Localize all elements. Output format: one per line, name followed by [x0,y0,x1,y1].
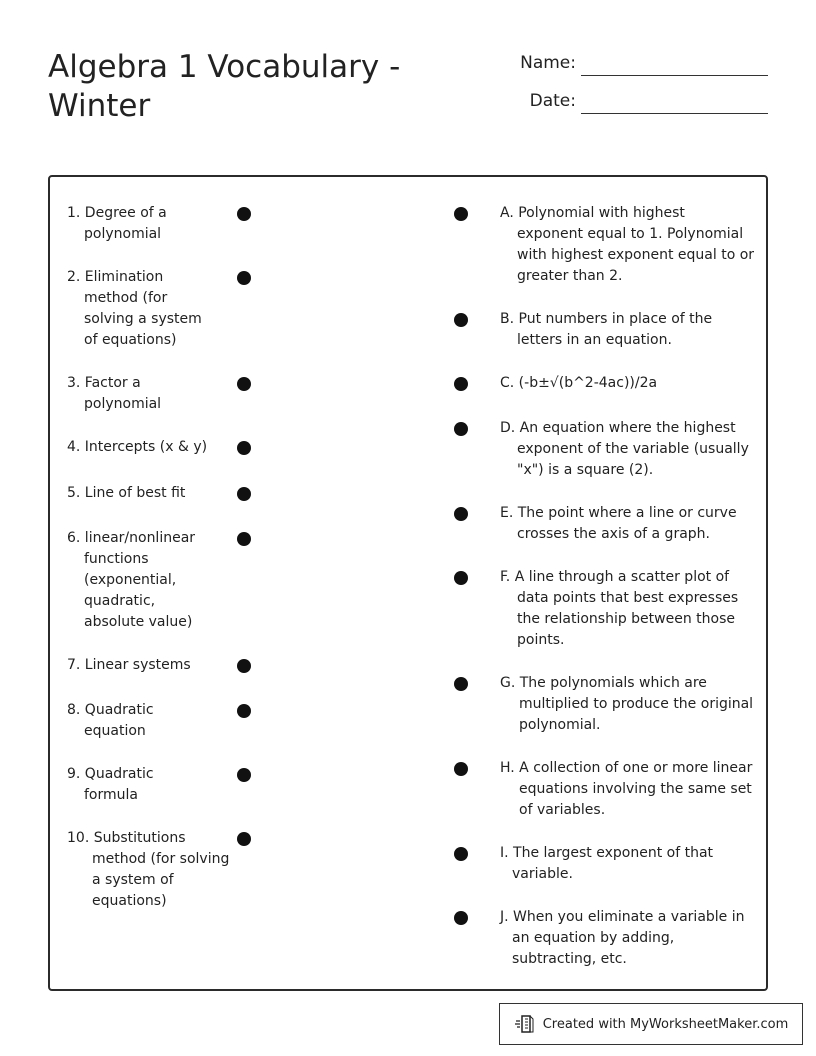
definition-item [500,567,755,651]
term-item [67,437,217,458]
term-match-dot[interactable] [237,532,251,546]
definition-item [500,309,755,351]
definition-match-dot[interactable] [454,422,468,436]
term-item [67,267,217,351]
definition-match-dot[interactable] [454,677,468,691]
term-text: 2. Elimination method (for solving a system of equations) [67,269,202,348]
definition-item [500,203,755,287]
name-field[interactable] [480,50,770,80]
term-match-dot[interactable] [237,832,251,846]
term-text: 5. Line of best fit [67,485,186,501]
definition-item [500,673,755,736]
date-line[interactable] [581,113,768,114]
definition-text: J. When you eliminate a variable in an equation by adding, subtracting, etc. [500,909,745,967]
term-match-dot[interactable] [237,271,251,285]
term-text: 7. Linear systems [67,657,191,673]
term-item [67,483,217,504]
definition-text: C. (-b±√(b^2-4ac))/2a [500,375,658,391]
definition-item [500,758,755,821]
definition-text: A. Polynomial with highest exponent equal to 1. Polynomial with highest exponent equal to or greater than 2. [500,205,755,284]
name-label: Name: [520,53,576,73]
worksheet-maker-logo-icon [514,1013,536,1035]
term-item [67,528,217,633]
term-text: 1. Degree of a polynomial [67,205,167,242]
term-item [67,373,217,415]
definition-match-dot[interactable] [454,847,468,861]
definition-match-dot[interactable] [454,313,468,327]
definition-item [500,907,755,970]
definition-match-dot[interactable] [454,762,468,776]
term-match-dot[interactable] [237,704,251,718]
definition-text: B. Put numbers in place of the letters in an equation. [500,311,713,348]
term-item [67,655,217,676]
term-item [67,700,217,742]
definition-text: I. The largest exponent of that variable. [500,845,714,882]
definition-match-dot[interactable] [454,507,468,521]
term-text: 6. linear/nonlinear functions (exponential, quadratic, absolute value) [67,530,196,630]
term-match-dot[interactable] [237,377,251,391]
term-match-dot[interactable] [237,487,251,501]
term-item [67,203,217,245]
definition-text: H. A collection of one or more linear equations involving the same set of variables. [500,760,753,818]
definition-item [500,418,755,481]
term-item [67,764,217,806]
term-text: 9. Quadratic formula [67,766,154,803]
term-text: 8. Quadratic equation [67,702,154,739]
term-text: 10. Substitutions method (for solving a system of equations) [67,830,230,909]
definition-match-dot[interactable] [454,377,468,391]
term-match-dot[interactable] [237,659,251,673]
created-with-badge[interactable] [499,1003,803,1045]
date-field[interactable] [480,88,770,118]
name-line[interactable] [581,75,768,76]
matching-box [48,175,768,991]
term-match-dot[interactable] [237,768,251,782]
definition-match-dot[interactable] [454,207,468,221]
definition-text: D. An equation where the highest exponent of the variable (usually "x") is a square (2). [500,420,749,478]
term-match-dot[interactable] [237,441,251,455]
credit-text: Created with MyWorksheetMaker.com [542,1016,789,1032]
term-item [67,828,230,912]
definition-text: G. The polynomials which are multiplied to produce the original polynomial. [500,675,754,733]
date-label: Date: [529,91,576,111]
definition-item [500,503,755,545]
definition-item [500,373,755,394]
term-text: 4. Intercepts (x & y) [67,439,208,455]
definition-item [500,843,755,885]
definition-text: E. The point where a line or curve crosses the axis of a graph. [500,505,737,542]
term-match-dot[interactable] [237,207,251,221]
page-title: Algebra 1 Vocabulary - Winter [48,49,401,124]
definition-match-dot[interactable] [454,571,468,585]
definition-match-dot[interactable] [454,911,468,925]
definition-text: F. A line through a scatter plot of data points that best expresses the relationship between those points. [500,569,739,648]
term-text: 3. Factor a polynomial [67,375,162,412]
